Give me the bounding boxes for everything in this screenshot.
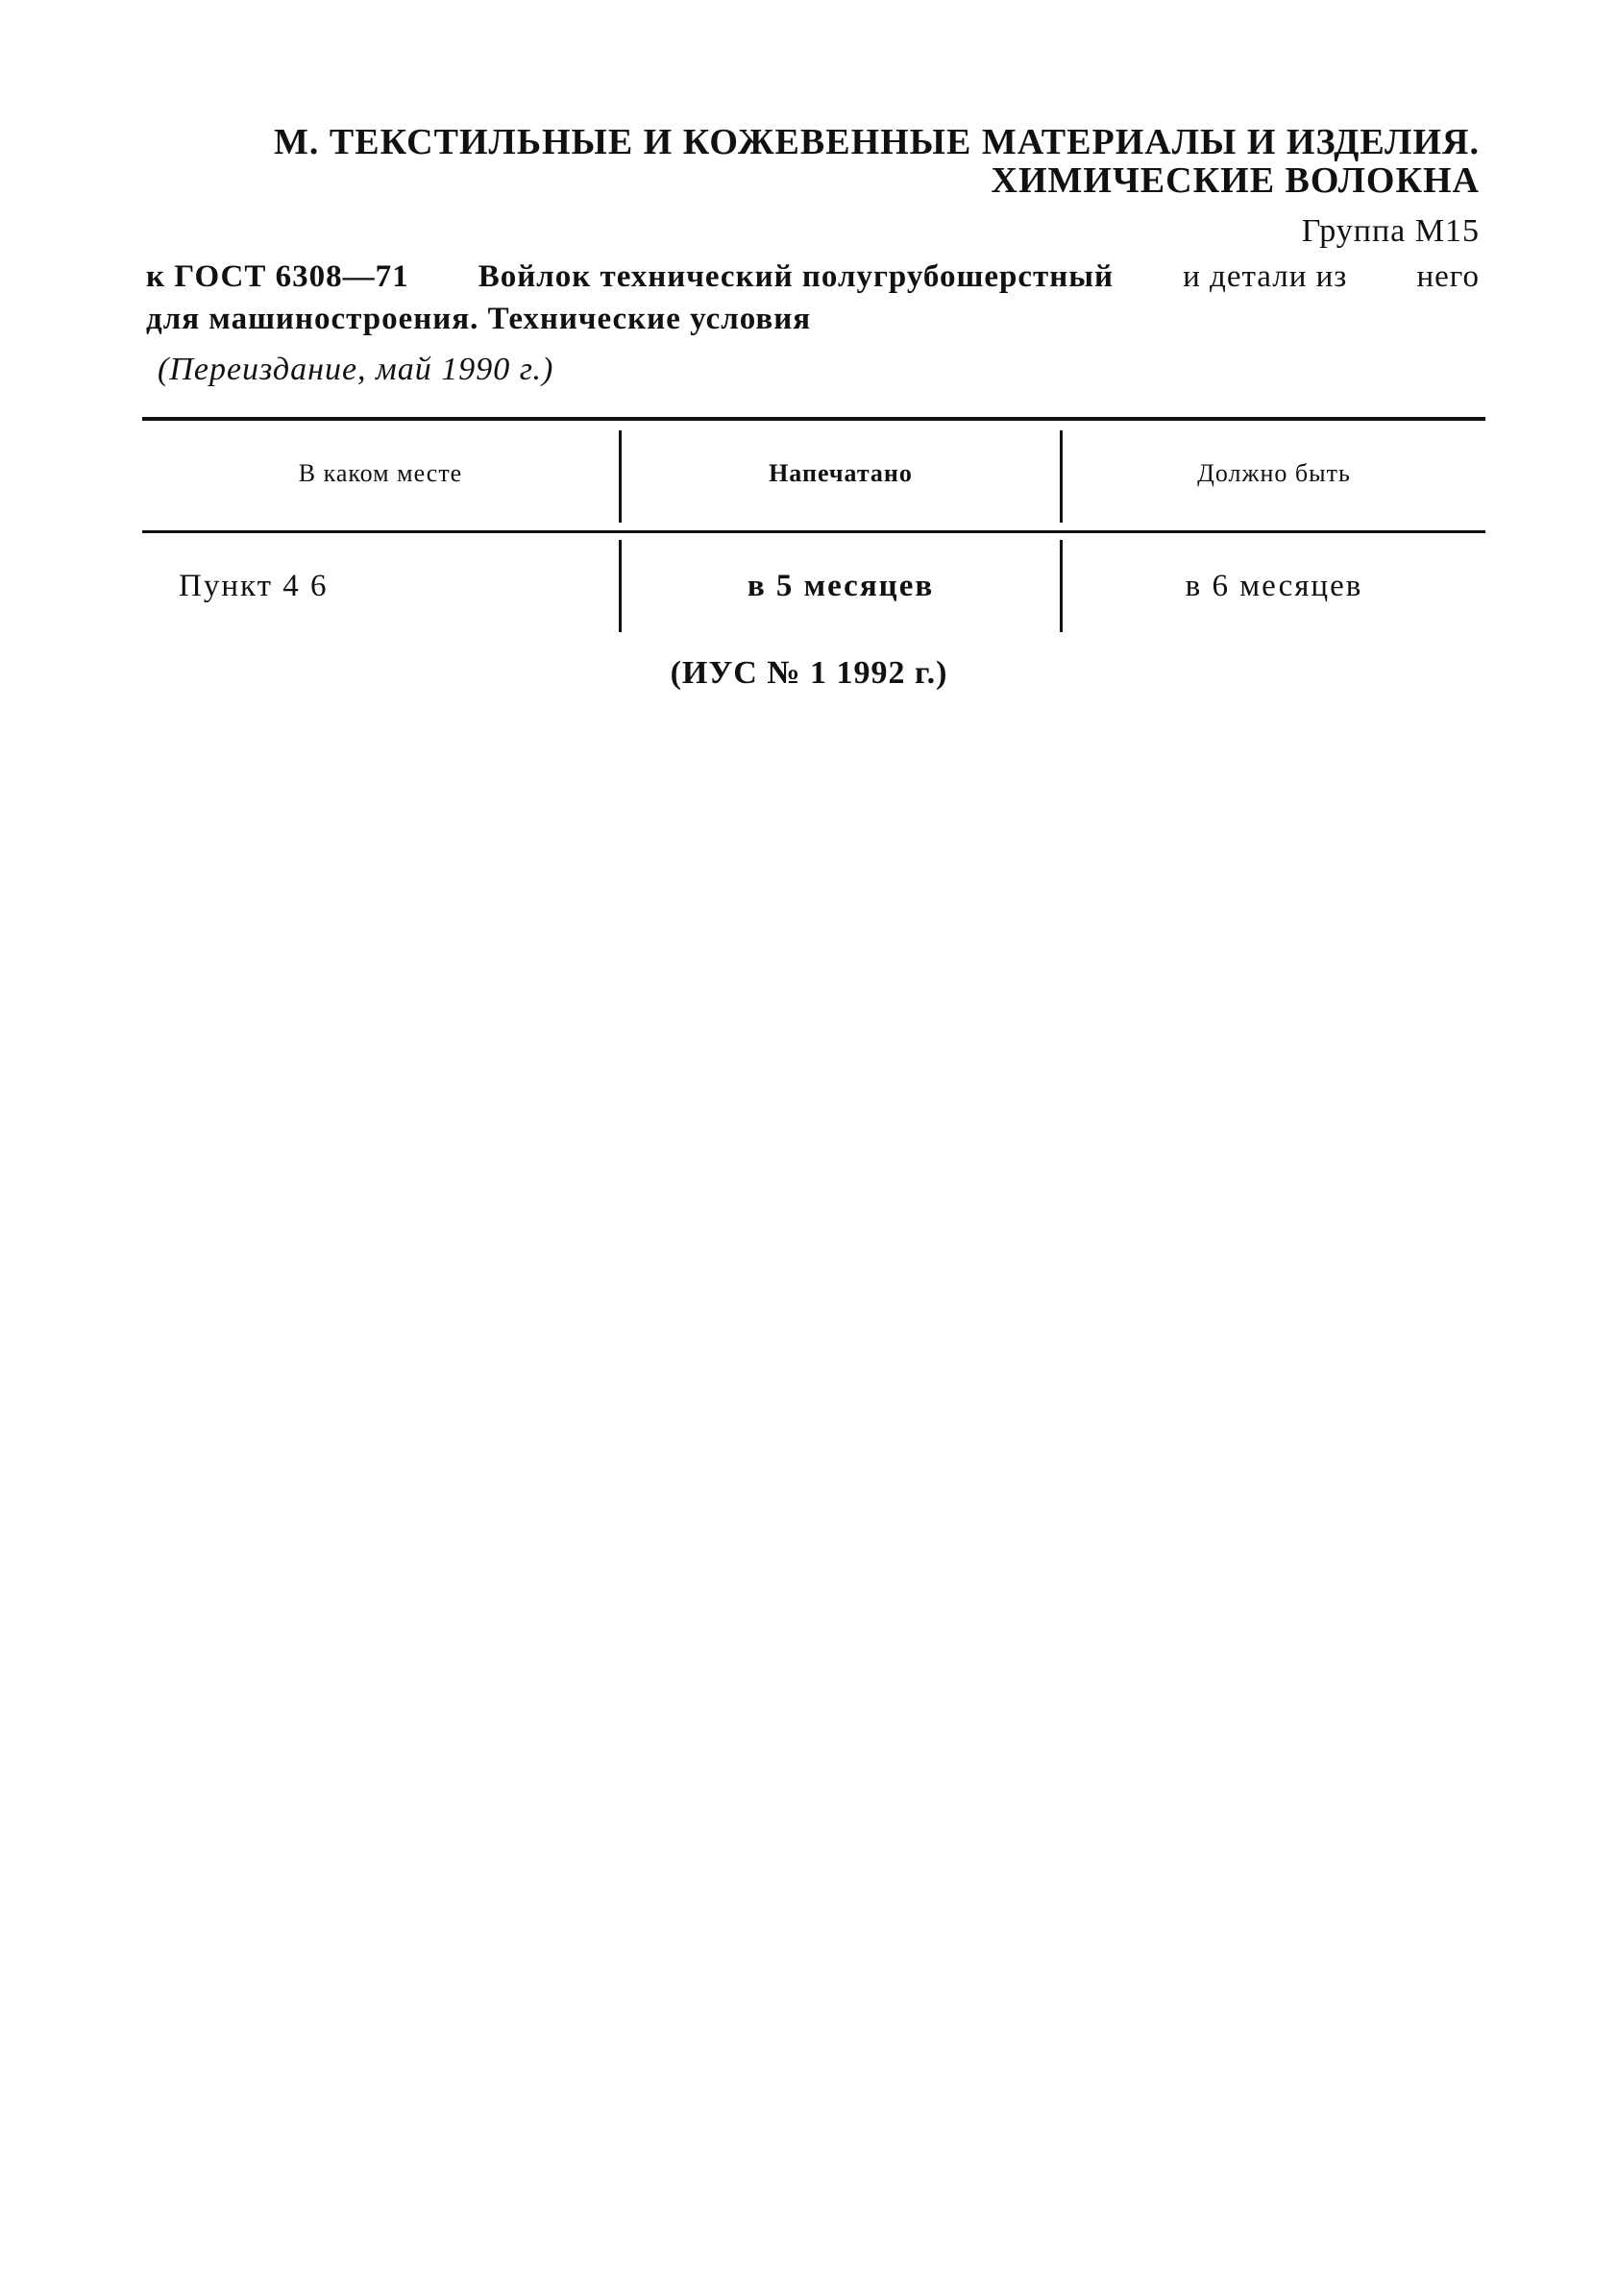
section-heading-line-2: ХИМИЧЕСКИЕ ВОЛОКНА [991,160,1480,201]
standard-title-middle: и детали из [1183,259,1348,294]
table-top-rule [142,417,1485,421]
cell-should-be: в 6 месяцев [1185,569,1363,603]
reissue-note: (Переиздание, май 1990 г.) [158,352,554,387]
standard-title-line2-bold: Технические условия [487,302,812,336]
corrections-table [142,417,1485,638]
amendment-title-line-2 [146,298,1480,340]
amendment-title-line-1 [146,256,1480,298]
amendment-title [146,256,1480,340]
group-code: Группа М15 [1301,213,1480,249]
standard-title-bold: Войлок технический полугрубошерстный [478,259,1114,294]
section-heading-line-1: М. ТЕКСТИЛЬНЫЕ И КОЖЕВЕННЫЕ МАТЕРИАЛЫ И ИЗДЕЛИЯ. [274,122,1480,162]
column-header-should-be: Должно быть [1197,459,1351,487]
standard-title-end: него [1416,259,1480,294]
cell-printed: в 5 месяцев [747,569,935,603]
standard-reference: к ГОСТ 6308—71 [146,259,409,294]
table-header-rule [142,530,1485,533]
column-header-printed: Напечатано [769,459,913,487]
source-reference: (ИУС № 1 1992 г.) [670,655,948,691]
cell-location: Пункт 4 6 [179,569,329,603]
standard-title-line2-regular: для машиностроения. [146,302,479,336]
column-header-location: В каком месте [298,459,463,487]
